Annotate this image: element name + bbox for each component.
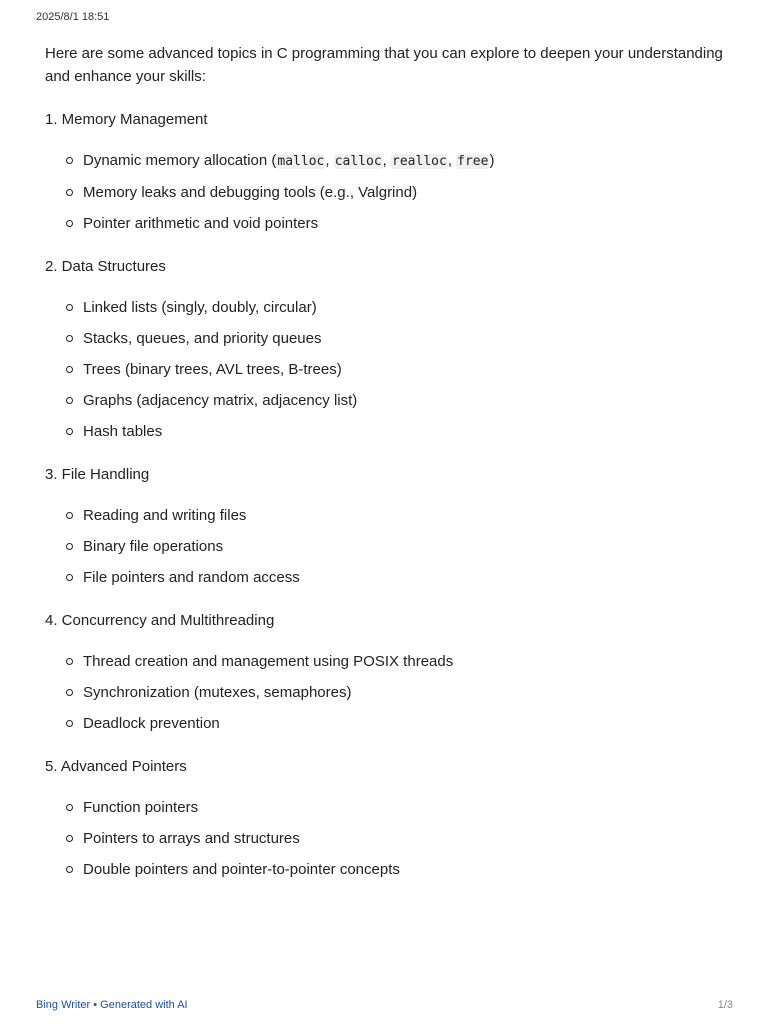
list-item — [45, 535, 735, 558]
item-text: Hash tables — [83, 423, 163, 440]
bullet-list — [45, 650, 735, 735]
inline-code: malloc — [277, 154, 325, 169]
item-text: Synchronization (mutexes, semaphores) — [83, 684, 352, 701]
list-item — [45, 504, 735, 527]
item-text: ) — [489, 152, 495, 169]
hollow-bullet-icon — [66, 428, 73, 435]
hollow-bullet-icon — [66, 335, 73, 342]
inline-code: realloc — [392, 154, 447, 169]
hollow-bullet-icon — [66, 220, 73, 227]
item-text: , — [447, 152, 457, 169]
item-text: Function pointers — [83, 799, 199, 816]
item-text: Double pointers and pointer-to-pointer concepts — [83, 861, 400, 878]
hollow-bullet-icon — [66, 689, 73, 696]
list-item — [45, 181, 735, 204]
list-item — [45, 827, 735, 850]
bullet-list — [45, 796, 735, 881]
hollow-bullet-icon — [66, 512, 73, 519]
hollow-bullet-icon — [66, 157, 73, 164]
item-text: Graphs (adjacency matrix, adjacency list) — [83, 392, 358, 409]
list-item — [45, 681, 735, 704]
list-item — [45, 358, 735, 381]
topic-section — [45, 755, 735, 881]
topic-section — [45, 463, 735, 589]
topic-section — [45, 108, 735, 235]
hollow-bullet-icon — [66, 835, 73, 842]
hollow-bullet-icon — [66, 304, 73, 311]
item-text: Reading and writing files — [83, 507, 247, 524]
section-title: 2. Data Structures — [45, 258, 166, 275]
section-title: 4. Concurrency and Multithreading — [45, 612, 275, 629]
list-item — [45, 796, 735, 819]
item-text: Deadlock prevention — [83, 715, 220, 732]
list-item — [45, 650, 735, 673]
hollow-bullet-icon — [66, 366, 73, 373]
hollow-bullet-icon — [66, 189, 73, 196]
item-text: File pointers and random access — [83, 569, 300, 586]
hollow-bullet-icon — [66, 866, 73, 873]
item-text: Pointer arithmetic and void pointers — [83, 215, 319, 232]
list-item — [45, 712, 735, 735]
list-item — [45, 296, 735, 319]
item-text: Thread creation and management using POSIX threads — [83, 653, 454, 670]
section-title: 1. Memory Management — [45, 111, 208, 128]
timestamp: 2025/8/1 18:51 — [36, 11, 110, 23]
hollow-bullet-icon — [66, 397, 73, 404]
footer-source: Bing Writer • Generated with AI — [36, 999, 188, 1011]
item-text: Trees (binary trees, AVL trees, B-trees) — [83, 361, 342, 378]
item-text: Memory leaks and debugging tools (e.g., Valgrind) — [83, 184, 418, 201]
list-item — [45, 389, 735, 412]
item-text: Linked lists (singly, doubly, circular) — [83, 299, 317, 316]
bullet-list — [45, 296, 735, 443]
hollow-bullet-icon — [66, 658, 73, 665]
list-item — [45, 149, 735, 173]
section-title: 3. File Handling — [45, 466, 150, 483]
hollow-bullet-icon — [66, 804, 73, 811]
list-item — [45, 420, 735, 443]
bullet-list — [45, 149, 735, 235]
list-item — [45, 566, 735, 589]
document-body — [45, 42, 735, 881]
list-item — [45, 212, 735, 235]
topic-section — [45, 609, 735, 735]
item-text: , — [325, 152, 334, 169]
hollow-bullet-icon — [66, 543, 73, 550]
inline-code: free — [457, 154, 489, 169]
item-text: Pointers to arrays and structures — [83, 830, 300, 847]
item-text: , — [382, 152, 392, 169]
section-title: 5. Advanced Pointers — [45, 758, 187, 775]
item-text: Dynamic memory allocation ( — [83, 152, 277, 169]
item-text: Stacks, queues, and priority queues — [83, 330, 322, 347]
topic-sections — [45, 108, 735, 881]
intro-paragraph: Here are some advanced topics in C programming that you can explore to deepen your understanding and enhance your skills: — [45, 45, 723, 85]
item-text: Binary file operations — [83, 538, 224, 555]
list-item — [45, 858, 735, 881]
inline-code: calloc — [334, 154, 382, 169]
topic-section — [45, 255, 735, 443]
page-number: 1/3 — [717, 999, 733, 1011]
list-item — [45, 327, 735, 350]
bullet-list — [45, 504, 735, 589]
hollow-bullet-icon — [66, 574, 73, 581]
hollow-bullet-icon — [66, 720, 73, 727]
